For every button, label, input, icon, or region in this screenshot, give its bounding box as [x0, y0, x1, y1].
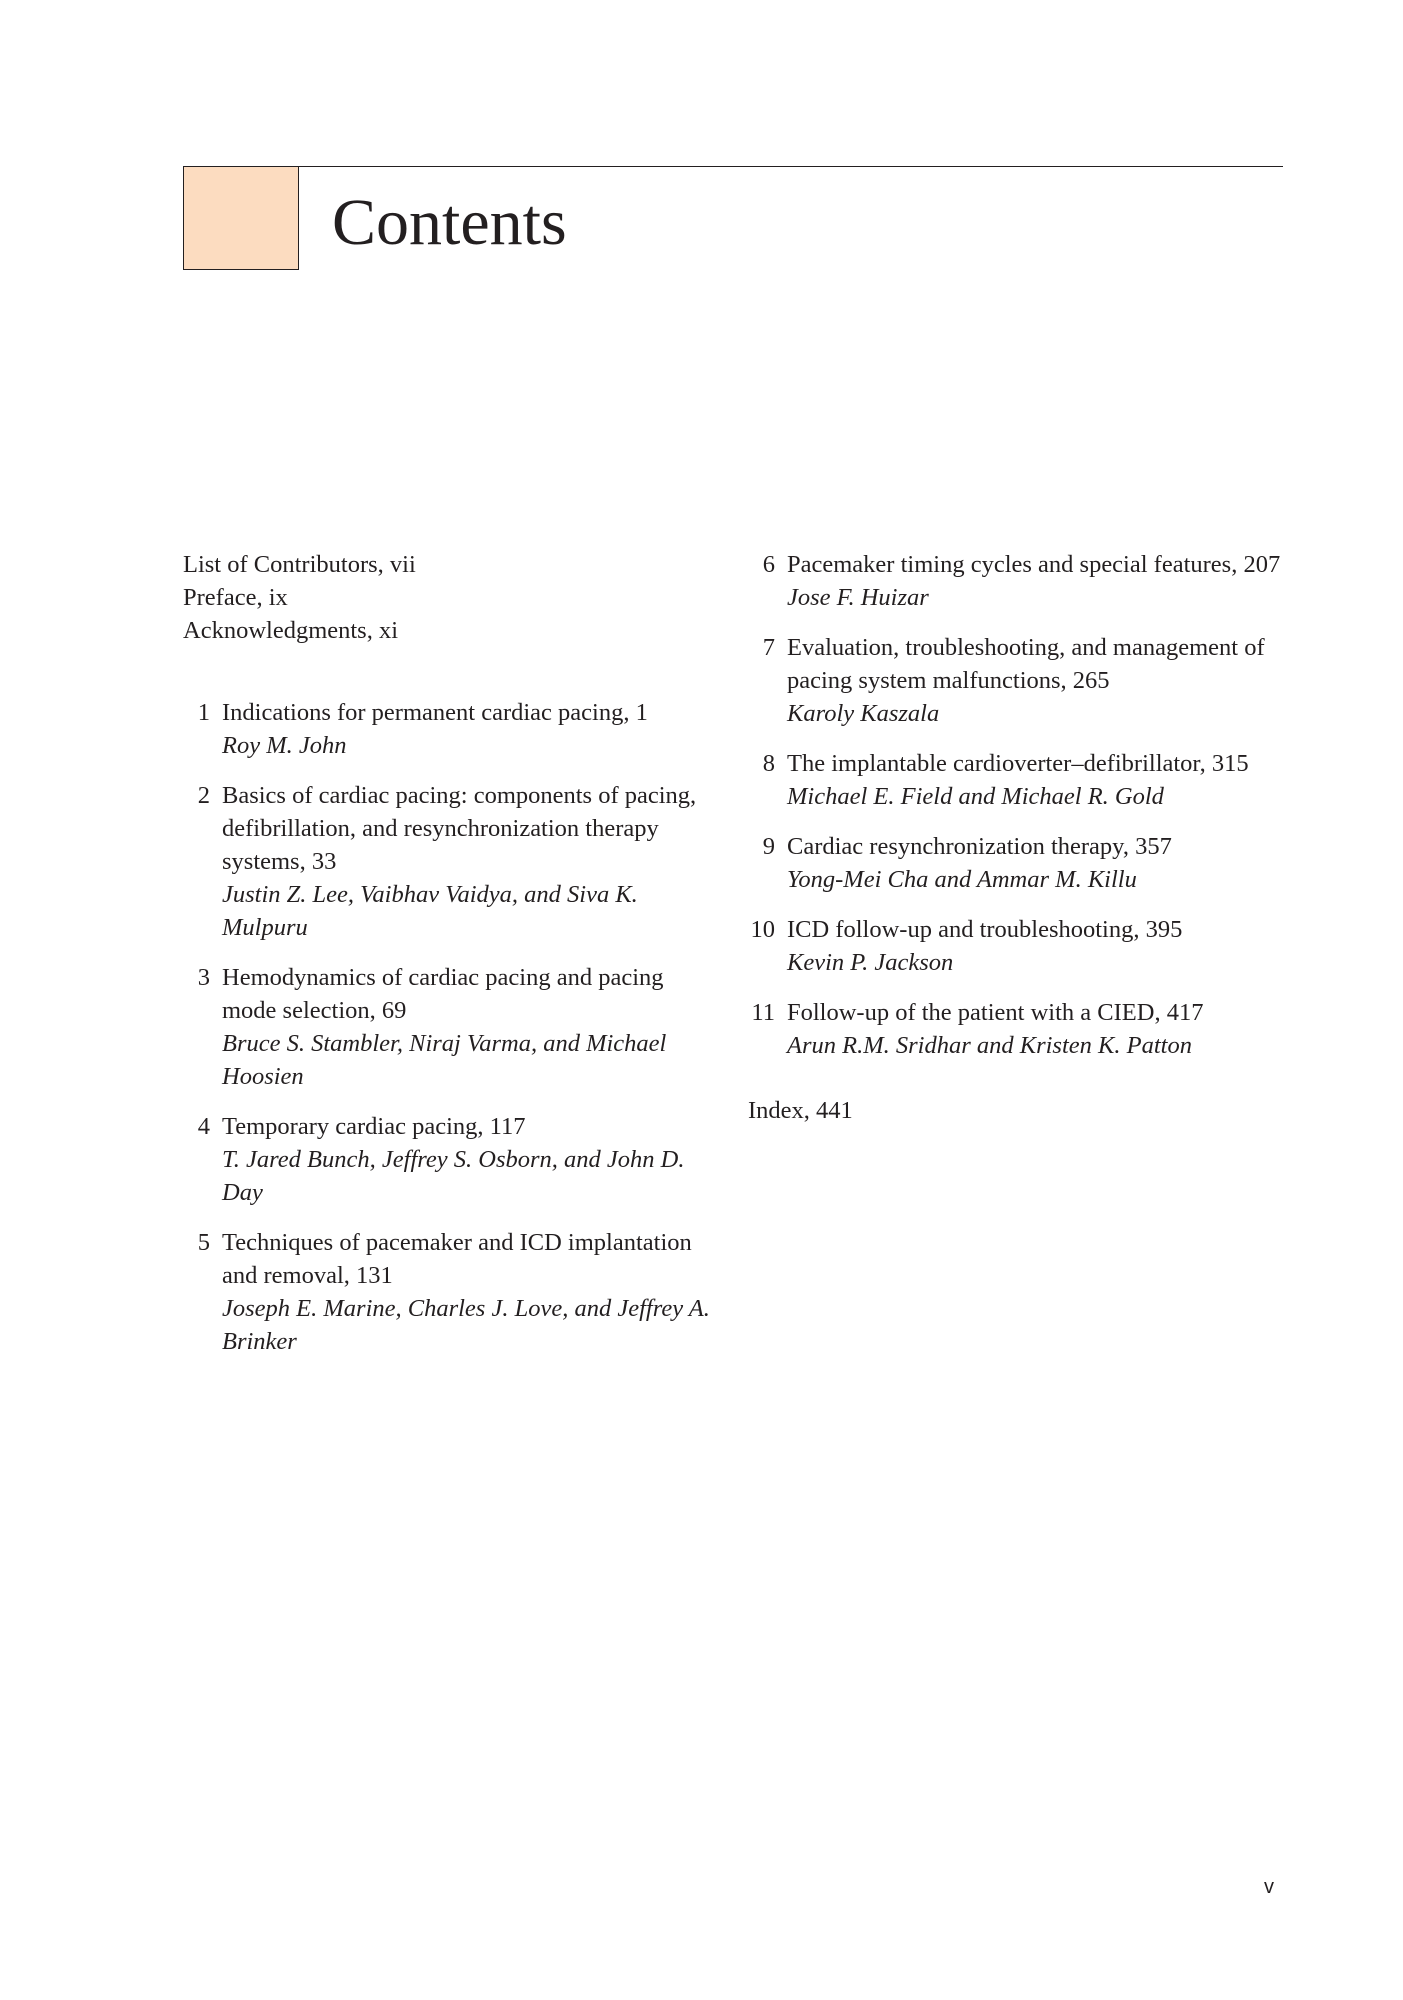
front-matter-item[interactable]: List of Contributors, vii	[183, 551, 416, 578]
chapter-authors: Karoly Kaszala	[787, 700, 940, 727]
toc-chapter-9[interactable]	[748, 830, 1308, 896]
chapter-title: Techniques of pacemaker and ICD implantation and removal, 131	[222, 1229, 692, 1289]
chapter-number: 1	[197, 699, 210, 726]
chapter-authors: Roy M. John	[222, 732, 347, 759]
chapter-number: 2	[197, 782, 210, 809]
chapter-authors: Justin Z. Lee, Vaibhav Vaidya, and Siva K. Mulpuru	[222, 881, 638, 941]
chapter-authors: Jose F. Huizar	[787, 584, 929, 611]
page-number: v	[1264, 1876, 1274, 1898]
page-title: Contents	[332, 186, 567, 259]
chapter-authors: Yong-Mei Cha and Ammar M. Killu	[787, 866, 1137, 893]
toc-chapter-6[interactable]	[748, 548, 1308, 614]
toc-chapter-1[interactable]	[183, 696, 723, 762]
chapter-number: 9	[762, 833, 775, 860]
header-rule	[183, 166, 1283, 167]
chapter-authors: Bruce S. Stambler, Niraj Varma, and Michael Hoosien	[222, 1030, 667, 1090]
chapter-authors: T. Jared Bunch, Jeffrey S. Osborn, and John D. Day	[222, 1146, 685, 1206]
chapter-authors: Arun R.M. Sridhar and Kristen K. Patton	[787, 1032, 1192, 1059]
chapter-number: 11	[751, 999, 775, 1026]
chapter-title: ICD follow-up and troubleshooting, 395	[787, 916, 1183, 943]
toc-chapter-4[interactable]	[183, 1110, 723, 1209]
chapter-number: 8	[762, 750, 775, 777]
chapter-number: 10	[750, 916, 775, 943]
chapter-title: Indications for permanent cardiac pacing, 1	[222, 699, 648, 726]
toc-left-column	[183, 548, 723, 1375]
chapter-authors: Joseph E. Marine, Charles J. Love, and Jeffrey A. Brinker	[222, 1295, 710, 1355]
front-matter-item[interactable]: Preface, ix	[183, 584, 288, 611]
toc-chapter-8[interactable]	[748, 747, 1308, 813]
chapter-number: 6	[762, 551, 775, 578]
chapter-title: Hemodynamics of cardiac pacing and pacing mode selection, 69	[222, 964, 664, 1024]
chapter-title: Basics of cardiac pacing: components of pacing, defibrillation, and resynchronization therapy systems, 33	[222, 782, 697, 875]
toc-chapter-11[interactable]	[748, 996, 1308, 1062]
chapter-title: Pacemaker timing cycles and special features, 207	[787, 551, 1281, 578]
front-matter-list	[183, 548, 723, 647]
chapter-authors: Kevin P. Jackson	[787, 949, 954, 976]
toc-chapter-5[interactable]	[183, 1226, 723, 1358]
index-entry[interactable]: Index, 441	[748, 1097, 853, 1124]
chapter-number: 5	[197, 1229, 210, 1256]
toc-right-column	[748, 548, 1308, 1127]
toc-chapter-2[interactable]	[183, 779, 723, 944]
toc-chapter-7[interactable]	[748, 631, 1308, 730]
chapter-authors: Michael E. Field and Michael R. Gold	[787, 783, 1164, 810]
header-accent-box	[183, 166, 299, 270]
chapter-number: 7	[762, 634, 775, 661]
toc-chapter-10[interactable]	[748, 913, 1308, 979]
chapter-number: 4	[197, 1113, 210, 1140]
chapter-title: The implantable cardioverter–defibrillator, 315	[787, 750, 1249, 777]
chapter-title: Follow-up of the patient with a CIED, 417	[787, 999, 1204, 1026]
front-matter-item[interactable]: Acknowledgments, xi	[183, 617, 399, 644]
chapter-title: Cardiac resynchronization therapy, 357	[787, 833, 1172, 860]
chapter-title: Temporary cardiac pacing, 117	[222, 1113, 526, 1140]
chapter-number: 3	[197, 964, 210, 991]
toc-chapter-3[interactable]	[183, 961, 723, 1093]
chapter-title: Evaluation, troubleshooting, and management of pacing system malfunctions, 265	[787, 634, 1265, 694]
